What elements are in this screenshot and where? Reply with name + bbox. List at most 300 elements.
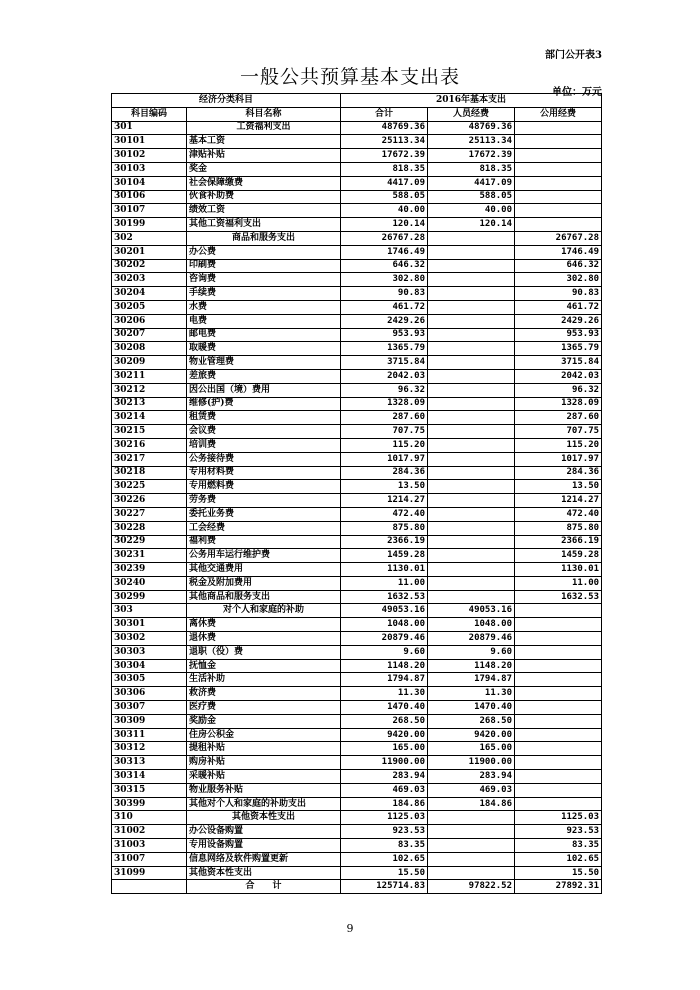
table-row [112, 438, 602, 452]
table-row [112, 687, 602, 701]
row-name: 电费 [187, 314, 341, 328]
row-public [515, 190, 602, 204]
row-public [515, 797, 602, 811]
row-name: 培训费 [187, 438, 341, 452]
row-total: 2042.03 [341, 369, 428, 383]
unit-label: 单位：万元 [552, 87, 602, 98]
table-row [112, 425, 602, 439]
row-personnel [428, 576, 515, 590]
row-code: 30213 [112, 397, 187, 411]
row-public: 1328.09 [515, 397, 602, 411]
row-total: 1328.09 [341, 397, 428, 411]
row-personnel: 40.00 [428, 204, 515, 218]
row-personnel [428, 549, 515, 563]
page-number: 9 [346, 922, 354, 935]
row-name: 差旅费 [187, 369, 341, 383]
row-public [515, 770, 602, 784]
row-personnel: 25113.34 [428, 135, 515, 149]
row-total: 283.94 [341, 770, 428, 784]
row-code: 30214 [112, 411, 187, 425]
row-name: 基本工资 [187, 135, 341, 149]
row-public: 2429.26 [515, 314, 602, 328]
row-personnel: 120.14 [428, 218, 515, 232]
row-personnel [428, 328, 515, 342]
row-total: 26767.28 [341, 231, 428, 245]
table-row [112, 466, 602, 480]
row-total: 48769.36 [341, 121, 428, 135]
row-name: 其他工资福利支出 [187, 218, 341, 232]
table-row [112, 645, 602, 659]
row-name: 奖金 [187, 162, 341, 176]
row-public: 646.32 [515, 259, 602, 273]
row-personnel [428, 314, 515, 328]
row-name: 因公出国（境）费用 [187, 383, 341, 397]
row-public [515, 659, 602, 673]
row-code: 30302 [112, 632, 187, 646]
table-row [112, 549, 602, 563]
table-row [112, 507, 602, 521]
row-personnel: 20879.46 [428, 632, 515, 646]
table-row [112, 383, 602, 397]
row-personnel [428, 590, 515, 604]
row-public [515, 687, 602, 701]
row-public [515, 149, 602, 163]
row-code: 30225 [112, 480, 187, 494]
row-code: 30203 [112, 273, 187, 287]
row-personnel [428, 411, 515, 425]
table-row [112, 839, 602, 853]
row-public [515, 121, 602, 135]
row-name: 其他对个人和家庭的补助支出 [187, 797, 341, 811]
row-code: 30299 [112, 590, 187, 604]
row-total: 302.80 [341, 273, 428, 287]
col-personnel-header: 人员经费 [428, 107, 515, 121]
row-name: 专用燃料费 [187, 480, 341, 494]
row-total: 2366.19 [341, 535, 428, 549]
page-title: 一般公共预算基本支出表 [239, 66, 460, 88]
row-total: 184.86 [341, 797, 428, 811]
row-name: 社会保障缴费 [187, 176, 341, 190]
table-row [112, 176, 602, 190]
row-personnel [428, 300, 515, 314]
row-public: 1746.49 [515, 245, 602, 259]
row-name: 水费 [187, 300, 341, 314]
row-total: 102.65 [341, 852, 428, 866]
row-name: 福利费 [187, 535, 341, 549]
table-row [112, 259, 602, 273]
row-name: 税金及附加费用 [187, 576, 341, 590]
row-total: 49053.16 [341, 604, 428, 618]
row-public [515, 176, 602, 190]
row-code: 30202 [112, 259, 187, 273]
row-personnel [428, 369, 515, 383]
row-public: 1130.01 [515, 563, 602, 577]
row-code: 30314 [112, 770, 187, 784]
col-code-header: 科目编码 [112, 107, 187, 121]
row-name: 其他交通费用 [187, 563, 341, 577]
row-name: 工会经费 [187, 521, 341, 535]
row-name: 提租补贴 [187, 742, 341, 756]
table-row [112, 480, 602, 494]
row-name: 工资福利支出 [187, 121, 341, 135]
row-code: 30212 [112, 383, 187, 397]
table-row [112, 149, 602, 163]
row-public [515, 218, 602, 232]
row-total: 284.36 [341, 466, 428, 480]
row-personnel: 49053.16 [428, 604, 515, 618]
row-total: 1125.03 [341, 811, 428, 825]
row-public: 707.75 [515, 425, 602, 439]
row-total: 707.75 [341, 425, 428, 439]
row-name: 专用材料费 [187, 466, 341, 480]
table-row [112, 756, 602, 770]
row-public: 83.35 [515, 839, 602, 853]
total-blank-cell [112, 880, 187, 894]
row-code: 30240 [112, 576, 187, 590]
row-public: 1632.53 [515, 590, 602, 604]
row-personnel [428, 452, 515, 466]
row-public: 923.53 [515, 825, 602, 839]
row-personnel [428, 507, 515, 521]
row-code: 30231 [112, 549, 187, 563]
row-code: 30311 [112, 728, 187, 742]
row-name: 商品和服务支出 [187, 231, 341, 245]
row-personnel [428, 825, 515, 839]
row-name: 退休费 [187, 632, 341, 646]
row-code: 30312 [112, 742, 187, 756]
header-row-columns [112, 107, 602, 121]
row-public [515, 135, 602, 149]
table-row [112, 576, 602, 590]
total-public: 27892.31 [515, 880, 602, 894]
row-personnel: 469.03 [428, 783, 515, 797]
table-row [112, 673, 602, 687]
row-total: 11900.00 [341, 756, 428, 770]
row-name: 退职（役）费 [187, 645, 341, 659]
row-name: 办公费 [187, 245, 341, 259]
table-row [112, 356, 602, 370]
row-name: 邮电费 [187, 328, 341, 342]
row-total: 287.60 [341, 411, 428, 425]
row-total: 472.40 [341, 507, 428, 521]
row-name: 其他商品和服务支出 [187, 590, 341, 604]
row-name: 抚恤金 [187, 659, 341, 673]
row-name: 离休费 [187, 618, 341, 632]
row-code: 30309 [112, 714, 187, 728]
row-code: 303 [112, 604, 187, 618]
row-personnel [428, 425, 515, 439]
row-public: 26767.28 [515, 231, 602, 245]
col-total-header: 合计 [341, 107, 428, 121]
row-public: 96.32 [515, 383, 602, 397]
row-total: 15.50 [341, 866, 428, 880]
row-public: 472.40 [515, 507, 602, 521]
table-row [112, 411, 602, 425]
row-code: 30306 [112, 687, 187, 701]
category-row [112, 121, 602, 135]
row-code: 30101 [112, 135, 187, 149]
row-name: 维修(护)费 [187, 397, 341, 411]
row-total: 9420.00 [341, 728, 428, 742]
row-code: 30305 [112, 673, 187, 687]
row-total: 1632.53 [341, 590, 428, 604]
row-total: 83.35 [341, 839, 428, 853]
row-public: 90.83 [515, 287, 602, 301]
table-row [112, 825, 602, 839]
row-personnel [428, 342, 515, 356]
row-personnel [428, 480, 515, 494]
row-total: 3715.84 [341, 356, 428, 370]
row-personnel [428, 356, 515, 370]
row-name: 公务用车运行维护费 [187, 549, 341, 563]
row-total: 11.00 [341, 576, 428, 590]
row-code: 31099 [112, 866, 187, 880]
row-public [515, 204, 602, 218]
row-total: 646.32 [341, 259, 428, 273]
table-row [112, 742, 602, 756]
row-name: 伙食补助费 [187, 190, 341, 204]
row-name: 绩效工资 [187, 204, 341, 218]
row-total: 17672.39 [341, 149, 428, 163]
row-code: 31002 [112, 825, 187, 839]
row-name: 公务接待费 [187, 452, 341, 466]
row-code: 30226 [112, 494, 187, 508]
row-total: 1459.28 [341, 549, 428, 563]
row-personnel: 48769.36 [428, 121, 515, 135]
row-name: 劳务费 [187, 494, 341, 508]
table-row [112, 659, 602, 673]
row-personnel [428, 839, 515, 853]
table-row [112, 563, 602, 577]
row-code: 302 [112, 231, 187, 245]
row-personnel: 9420.00 [428, 728, 515, 742]
table-row [112, 452, 602, 466]
row-code: 30218 [112, 466, 187, 480]
row-public [515, 673, 602, 687]
row-total: 13.50 [341, 480, 428, 494]
row-public: 15.50 [515, 866, 602, 880]
row-code: 31003 [112, 839, 187, 853]
row-public: 2366.19 [515, 535, 602, 549]
row-name: 物业服务补贴 [187, 783, 341, 797]
row-personnel [428, 466, 515, 480]
row-code: 30208 [112, 342, 187, 356]
row-code: 30204 [112, 287, 187, 301]
row-code: 30301 [112, 618, 187, 632]
total-sum: 125714.83 [341, 880, 428, 894]
row-personnel: 588.05 [428, 190, 515, 204]
row-total: 818.35 [341, 162, 428, 176]
table-row [112, 314, 602, 328]
row-total: 469.03 [341, 783, 428, 797]
table-row [112, 618, 602, 632]
row-personnel: 1470.40 [428, 701, 515, 715]
row-total: 1130.01 [341, 563, 428, 577]
row-name: 物业管理费 [187, 356, 341, 370]
row-public: 284.36 [515, 466, 602, 480]
table-row [112, 728, 602, 742]
row-personnel [428, 259, 515, 273]
row-public [515, 728, 602, 742]
row-total: 120.14 [341, 218, 428, 232]
row-name: 信息网络及软件购置更新 [187, 852, 341, 866]
row-public [515, 701, 602, 715]
row-personnel [428, 563, 515, 577]
row-name: 救济费 [187, 687, 341, 701]
row-personnel [428, 438, 515, 452]
row-code: 30103 [112, 162, 187, 176]
row-total: 1148.20 [341, 659, 428, 673]
row-code: 30303 [112, 645, 187, 659]
row-total: 1365.79 [341, 342, 428, 356]
row-personnel: 283.94 [428, 770, 515, 784]
category-row [112, 231, 602, 245]
row-public [515, 714, 602, 728]
row-personnel [428, 535, 515, 549]
table-row [112, 866, 602, 880]
row-code: 30399 [112, 797, 187, 811]
row-total: 20879.46 [341, 632, 428, 646]
row-total: 1214.27 [341, 494, 428, 508]
row-total: 2429.26 [341, 314, 428, 328]
row-public: 875.80 [515, 521, 602, 535]
row-total: 1048.00 [341, 618, 428, 632]
row-total: 268.50 [341, 714, 428, 728]
row-public: 2042.03 [515, 369, 602, 383]
row-total: 25113.34 [341, 135, 428, 149]
row-total: 4417.09 [341, 176, 428, 190]
row-name: 采暖补贴 [187, 770, 341, 784]
row-code: 310 [112, 811, 187, 825]
row-personnel [428, 273, 515, 287]
row-public [515, 162, 602, 176]
row-total: 875.80 [341, 521, 428, 535]
row-code: 30216 [112, 438, 187, 452]
table-row [112, 162, 602, 176]
row-code: 30106 [112, 190, 187, 204]
table-row [112, 852, 602, 866]
row-personnel: 11900.00 [428, 756, 515, 770]
row-public [515, 604, 602, 618]
row-personnel: 1794.87 [428, 673, 515, 687]
row-name: 津贴补贴 [187, 149, 341, 163]
row-personnel: 818.35 [428, 162, 515, 176]
row-total: 1794.87 [341, 673, 428, 687]
table-row [112, 397, 602, 411]
row-personnel: 1148.20 [428, 659, 515, 673]
row-total: 115.20 [341, 438, 428, 452]
row-total: 923.53 [341, 825, 428, 839]
row-public [515, 742, 602, 756]
row-total: 588.05 [341, 190, 428, 204]
row-public [515, 645, 602, 659]
table-row [112, 521, 602, 535]
table-row [112, 590, 602, 604]
row-public: 3715.84 [515, 356, 602, 370]
row-total: 90.83 [341, 287, 428, 301]
row-personnel [428, 852, 515, 866]
row-personnel [428, 383, 515, 397]
row-code: 30201 [112, 245, 187, 259]
row-code: 30215 [112, 425, 187, 439]
row-personnel: 165.00 [428, 742, 515, 756]
row-name: 办公设备购置 [187, 825, 341, 839]
row-personnel [428, 231, 515, 245]
row-total: 40.00 [341, 204, 428, 218]
row-code: 30102 [112, 149, 187, 163]
table-row [112, 701, 602, 715]
table-row [112, 797, 602, 811]
row-personnel: 184.86 [428, 797, 515, 811]
row-personnel: 9.60 [428, 645, 515, 659]
row-public: 1365.79 [515, 342, 602, 356]
row-public [515, 756, 602, 770]
row-public: 11.00 [515, 576, 602, 590]
row-code: 30217 [112, 452, 187, 466]
row-name: 购房补贴 [187, 756, 341, 770]
row-code: 30304 [112, 659, 187, 673]
row-personnel [428, 494, 515, 508]
total-label: 合 计 [187, 880, 341, 894]
row-name: 印刷费 [187, 259, 341, 273]
table-row [112, 342, 602, 356]
group-year-header: 2016年基本支出 [341, 94, 602, 108]
row-total: 461.72 [341, 300, 428, 314]
row-code: 301 [112, 121, 187, 135]
table-row [112, 328, 602, 342]
row-personnel [428, 811, 515, 825]
form-label: 部门公开表3 [545, 50, 602, 61]
row-personnel: 4417.09 [428, 176, 515, 190]
category-row [112, 811, 602, 825]
row-name: 委托业务费 [187, 507, 341, 521]
row-total: 953.93 [341, 328, 428, 342]
total-row [112, 880, 602, 894]
row-name: 租赁费 [187, 411, 341, 425]
row-personnel: 1048.00 [428, 618, 515, 632]
table-row [112, 714, 602, 728]
row-code: 30239 [112, 563, 187, 577]
table-row [112, 204, 602, 218]
table-row [112, 369, 602, 383]
table-row [112, 494, 602, 508]
table-row [112, 535, 602, 549]
row-total: 1746.49 [341, 245, 428, 259]
table-row [112, 135, 602, 149]
row-code: 30211 [112, 369, 187, 383]
row-total: 96.32 [341, 383, 428, 397]
group-econ-header: 经济分类科目 [112, 94, 341, 108]
row-name: 医疗费 [187, 701, 341, 715]
row-code: 30104 [112, 176, 187, 190]
table-row [112, 300, 602, 314]
row-total: 1470.40 [341, 701, 428, 715]
row-name: 会议费 [187, 425, 341, 439]
row-code: 30206 [112, 314, 187, 328]
table-row [112, 190, 602, 204]
budget-table [111, 93, 602, 894]
col-public-header: 公用经费 [515, 107, 602, 121]
row-code: 30207 [112, 328, 187, 342]
row-personnel [428, 287, 515, 301]
table-row [112, 287, 602, 301]
row-public: 1017.97 [515, 452, 602, 466]
row-personnel: 11.30 [428, 687, 515, 701]
row-personnel [428, 245, 515, 259]
row-public [515, 632, 602, 646]
row-public: 953.93 [515, 328, 602, 342]
col-name-header: 科目名称 [187, 107, 341, 121]
